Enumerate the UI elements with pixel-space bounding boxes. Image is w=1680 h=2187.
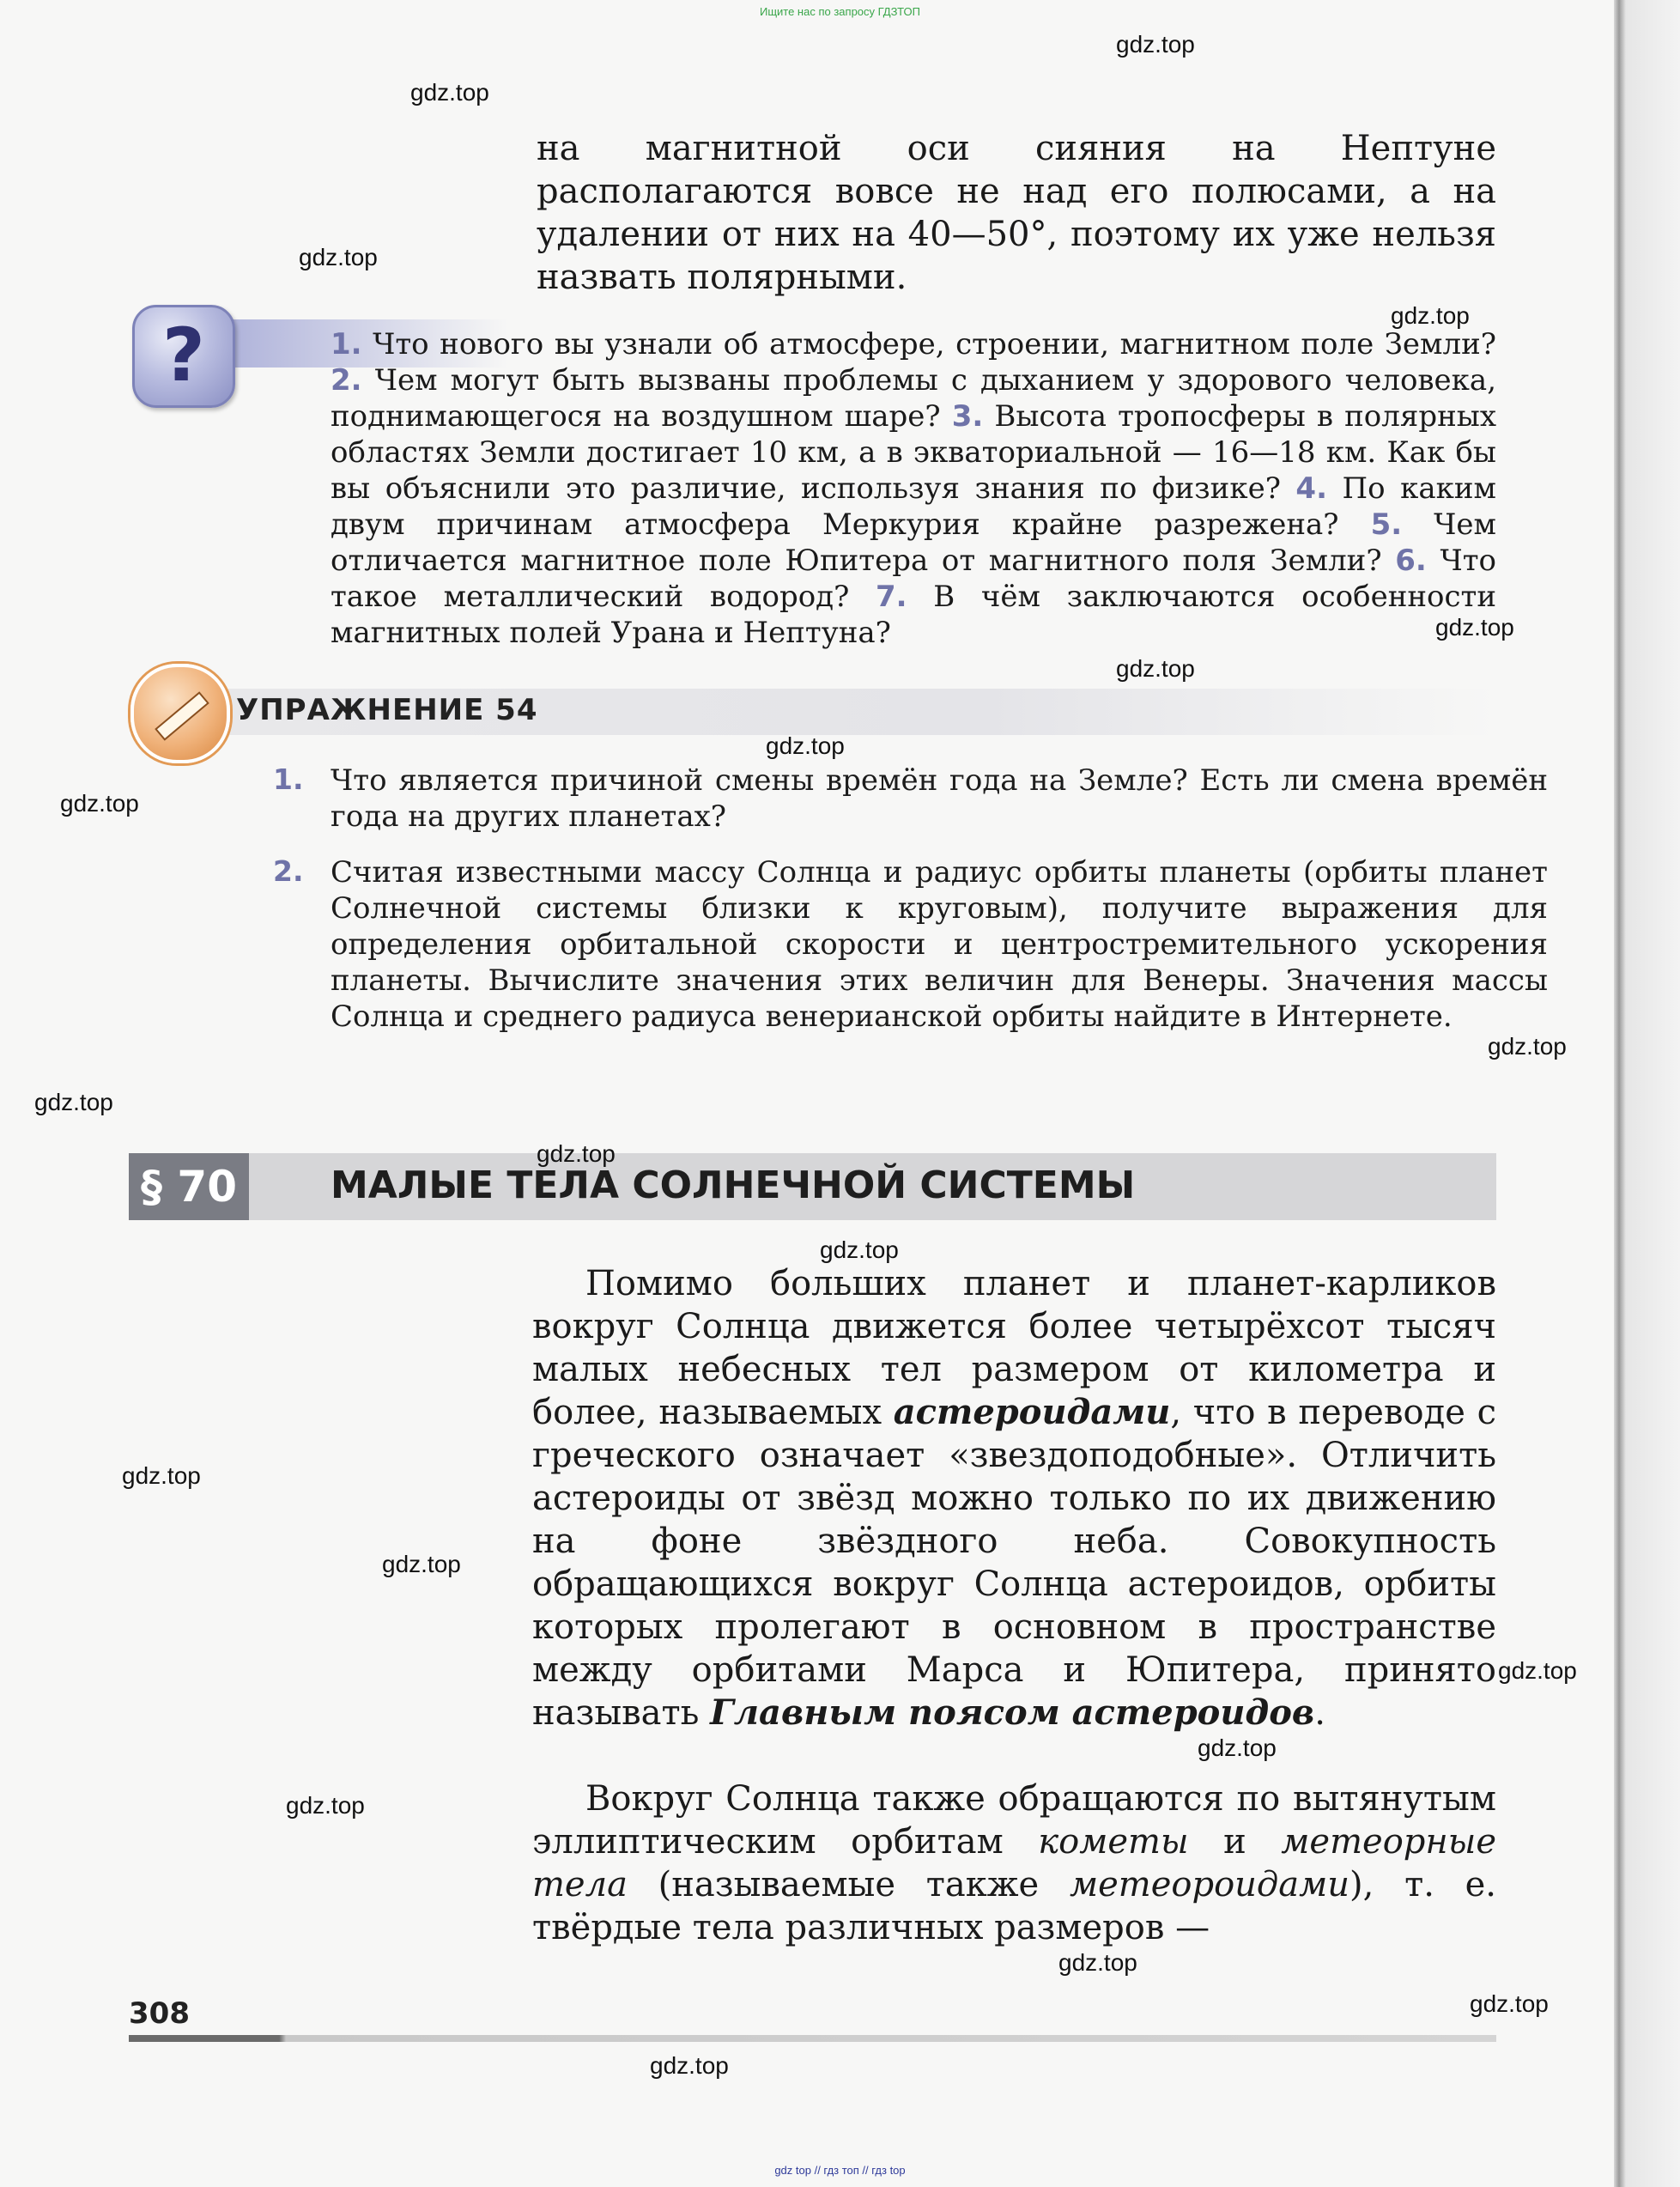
watermark: gdz.top	[382, 1551, 461, 1577]
question-number: 6.	[1395, 544, 1427, 578]
paragraph-text: Вокруг Солнца также обращаются по вытянутым эллиптическим орбитам	[532, 1779, 1496, 1862]
watermark: gdz.top	[1470, 1990, 1549, 2017]
question-number: 5.	[1370, 507, 1403, 542]
watermark: gdz.top	[286, 1792, 365, 1819]
question-text: В чём заключаются особенности магнитных полей Урана и Нептуна?	[331, 580, 1497, 650]
watermark: gdz.top	[766, 732, 845, 759]
paragraph-text: .	[1314, 1693, 1325, 1733]
term-comets: кометы	[1038, 1822, 1189, 1862]
term-asteroids: астероидами	[893, 1392, 1171, 1432]
watermark: gdz.top	[1198, 1734, 1277, 1761]
question-text: По каким двум причинам атмосфера Меркурия крайне разрежена?	[331, 471, 1496, 542]
question-text: Высота тропосферы в полярных областях Земли достигает 10 км, а в экваториальной — 16—18 км. Как бы вы объяснили это различие, используя знания по физике?	[331, 399, 1496, 506]
term-meteoroids: метеороидами	[1069, 1865, 1350, 1905]
paragraph-comets	[532, 1777, 1496, 1949]
section-title: МАЛЫЕ ТЕЛА СОЛНЕЧНОЙ СИСТЕМЫ	[331, 1163, 1136, 1207]
watermark: gdz.top	[1391, 302, 1470, 329]
watermark: gdz.top	[299, 244, 378, 270]
watermark: gdz.top	[650, 2052, 729, 2079]
bottom-banner: gdz top // гдз топ // гдз top	[774, 2164, 906, 2177]
page-binding-edge	[1614, 0, 1680, 2187]
watermark: gdz.top	[1116, 31, 1195, 58]
exercise-item-text: Что является причиной смены времён года на Земле? Есть ли смена времён года на других планетах?	[331, 763, 1548, 834]
watermark: gdz.top	[410, 79, 489, 106]
paragraph-text: Помимо больших планет и планет-карликов вокруг Солнца движется более четырёхсот тысяч малых небесных тел размером от километра и более, называемых	[532, 1264, 1496, 1432]
watermark: gdz.top	[122, 1462, 201, 1489]
question-number: 1.	[331, 327, 362, 361]
watermark: gdz.top	[1116, 655, 1195, 682]
question-number: 3.	[951, 399, 984, 434]
question-text: Чем могут быть вызваны проблемы с дыханием у здорового человека, поднимающегося на воздушном шаре?	[331, 363, 1496, 434]
question-text: Чем отличается магнитное поле Юпитера от магнитного поля Земли?	[331, 507, 1497, 578]
exercise-title: УПРАЖНЕНИЕ 54	[236, 693, 538, 727]
question-number: 4.	[1295, 471, 1327, 506]
paragraph-text: (называемые также	[627, 1865, 1070, 1905]
paragraph-text: ), т. е. твёрдые тела различных размеров —	[532, 1865, 1497, 1947]
paragraph-asteroids	[532, 1262, 1496, 1734]
term-main-belt: Главным поясом астероидов	[710, 1692, 1315, 1733]
question-text: Что такое металлический водород?	[331, 544, 1496, 614]
watermark: gdz.top	[820, 1236, 899, 1263]
pencil-icon	[130, 664, 230, 763]
term-meteor-bodies: метеорные тела	[532, 1822, 1496, 1905]
watermark: gdz.top	[537, 1140, 616, 1167]
watermark: gdz.top	[1498, 1657, 1577, 1684]
watermark: gdz.top	[34, 1089, 113, 1115]
questions-list	[331, 326, 1496, 651]
question-number: 2.	[331, 363, 362, 398]
top-banner: Ищите нас по запросу ГДЗТОП	[759, 5, 920, 18]
question-text: Что нового вы узнали об атмосфере, строении, магнитном поле Земли?	[373, 327, 1496, 361]
page-number: 308	[129, 1996, 190, 2031]
watermark: gdz.top	[60, 790, 139, 817]
paragraph-intro: на магнитной оси сияния на Нептуне располагаются вовсе не над его полюсами, а на удалении от них на 40—50°, поэтому их уже нельзя назвать полярными.	[537, 129, 1496, 297]
exercise-item-number: 1.	[273, 762, 304, 796]
exercise-item-text: Считая известными массу Солнца и радиус орбиты планеты (орбиты планет Солнечной системы близки к круговым), получите выражения для определения орбитальной скорости и центростремительного ускорения планеты. Вычислите значения этих величин для Венеры. Значения массы Солнца и среднего радиуса венерианской орбиты найдите в Интернете.	[331, 855, 1548, 1034]
section-number: § 70	[129, 1153, 249, 1220]
paragraph-text: и	[1188, 1822, 1282, 1862]
footer-bar	[129, 2035, 1496, 2042]
exercise-item-number: 2.	[273, 854, 304, 888]
question-mark-icon: ?	[132, 305, 235, 408]
paragraph-text: , что в переводе с греческого означает «звездоподобные». Отличить астероиды от звёзд можно только по их движению на фоне звёздного неба. Совокупность обращающихся вокруг Солнца астероидов, орбиты которых пролегают в основном в пространстве между орбитами Марса и Юпитера, принято называть	[532, 1393, 1496, 1733]
watermark: gdz.top	[1488, 1033, 1567, 1060]
watermark: gdz.top	[1435, 614, 1514, 641]
question-number: 7.	[876, 580, 907, 614]
watermark: gdz.top	[1058, 1949, 1137, 1976]
